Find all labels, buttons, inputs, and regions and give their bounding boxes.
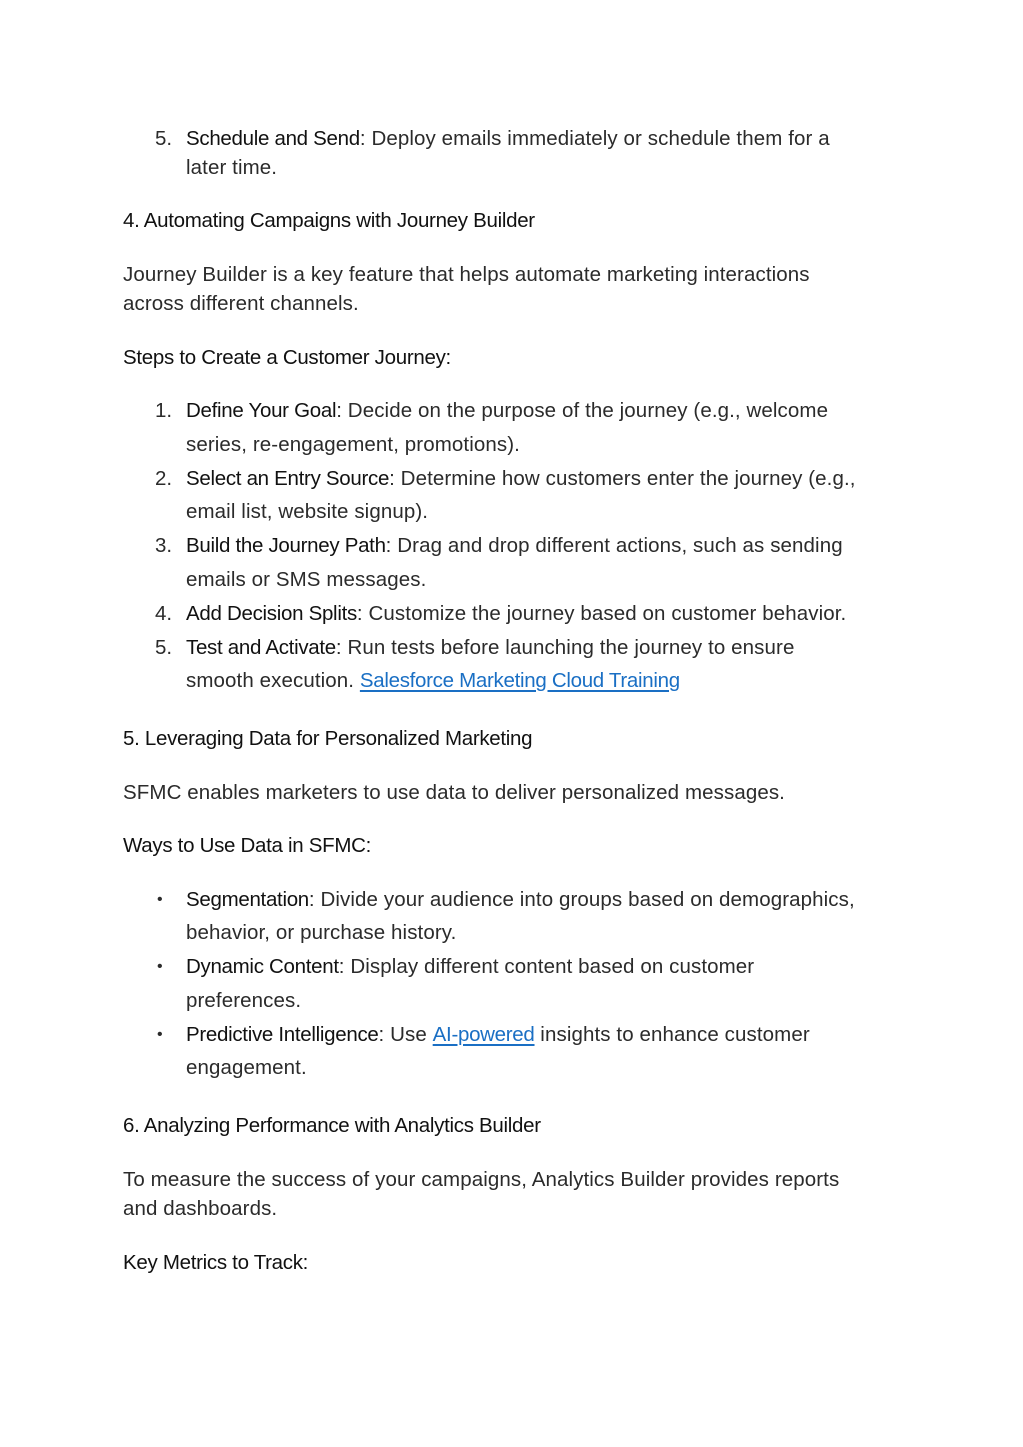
- bullet-marker: •: [157, 891, 163, 908]
- list-item-continuation: emails or SMS messages.: [186, 568, 427, 591]
- list-marker: 3.: [155, 534, 173, 557]
- subheading: Ways to Use Data in SFMC:: [123, 834, 372, 857]
- list-item-term: Define Your Goal: [186, 399, 337, 422]
- list-item-continuation: engagement.: [186, 1056, 307, 1079]
- list-item-line: [186, 127, 830, 151]
- paragraph-line: SFMC enables marketers to use data to deliver personalized messages.: [123, 781, 785, 804]
- paragraph-line: To measure the success of your campaigns, Analytics Builder provides reports: [123, 1168, 840, 1191]
- list-marker: 2.: [155, 467, 173, 490]
- list-item-desc: : Decide on the purpose of the journey (e.g., welcome: [336, 399, 829, 422]
- list-item-desc: : Use: [378, 1023, 433, 1046]
- list-item-line: [186, 636, 794, 660]
- list-marker: 1.: [155, 399, 173, 422]
- paragraph-line: Journey Builder is a key feature that helps automate marketing interactions: [123, 263, 810, 286]
- list-item-term: Build the Journey Path: [186, 534, 386, 557]
- list-item-cont-text: smooth execution.: [186, 669, 360, 692]
- ai-powered-link[interactable]: AI-powered: [432, 1023, 535, 1046]
- list-item-line: [186, 602, 846, 626]
- list-item-line: [186, 888, 855, 912]
- list-item-desc: : Customize the journey based on customer behavior.: [356, 602, 847, 625]
- list-item-desc: insights to enhance customer: [534, 1023, 810, 1046]
- section-heading: 6. Analyzing Performance with Analytics Builder: [123, 1114, 541, 1137]
- paragraph-line: and dashboards.: [123, 1197, 278, 1220]
- subheading: Steps to Create a Customer Journey:: [123, 346, 451, 369]
- list-item-continuation: series, re-engagement, promotions).: [186, 433, 520, 456]
- list-item-desc: : Drag and drop different actions, such as sending: [385, 534, 843, 557]
- list-item-line: [186, 399, 828, 423]
- list-marker: 5.: [155, 636, 173, 659]
- list-item-term: Predictive Intelligence: [186, 1023, 379, 1046]
- list-item-term: Test and Activate: [186, 636, 336, 659]
- bullet-marker: •: [157, 1026, 163, 1043]
- list-marker: 4.: [155, 602, 173, 625]
- list-item-term: Dynamic Content: [186, 955, 339, 978]
- subheading: Key Metrics to Track:: [123, 1251, 309, 1274]
- list-item-desc: : Deploy emails immediately or schedule them for a: [359, 127, 830, 150]
- salesforce-training-link[interactable]: Salesforce Marketing Cloud Training: [359, 669, 680, 692]
- list-item-line: [186, 1023, 810, 1047]
- list-item-term: Schedule and Send: [186, 127, 360, 150]
- paragraph-line: across different channels.: [123, 292, 359, 315]
- list-item-continuation: preferences.: [186, 989, 302, 1012]
- list-item-term: Select an Entry Source: [186, 467, 390, 490]
- list-item-desc: : Divide your audience into groups based on demographics,: [308, 888, 855, 911]
- list-item-desc: : Determine how customers enter the journey (e.g.,: [389, 467, 856, 490]
- list-item-desc: : Display different content based on customer: [338, 955, 755, 978]
- section-heading: 5. Leveraging Data for Personalized Marketing: [123, 727, 533, 750]
- list-item-line: [186, 534, 843, 558]
- list-item-line: [186, 955, 754, 979]
- list-item-continuation: behavior, or purchase history.: [186, 921, 457, 944]
- list-item-continuation: [186, 669, 680, 693]
- list-marker: 5.: [155, 127, 173, 150]
- list-item-continuation: later time.: [186, 156, 278, 179]
- bullet-marker: •: [157, 958, 163, 975]
- list-item-desc: : Run tests before launching the journey to ensure: [335, 636, 795, 659]
- list-item-continuation: email list, website signup).: [186, 500, 429, 523]
- list-item-line: [186, 467, 856, 491]
- section-heading: 4. Automating Campaigns with Journey Builder: [123, 209, 535, 232]
- list-item-term: Segmentation: [186, 888, 309, 911]
- list-item-term: Add Decision Splits: [186, 602, 357, 625]
